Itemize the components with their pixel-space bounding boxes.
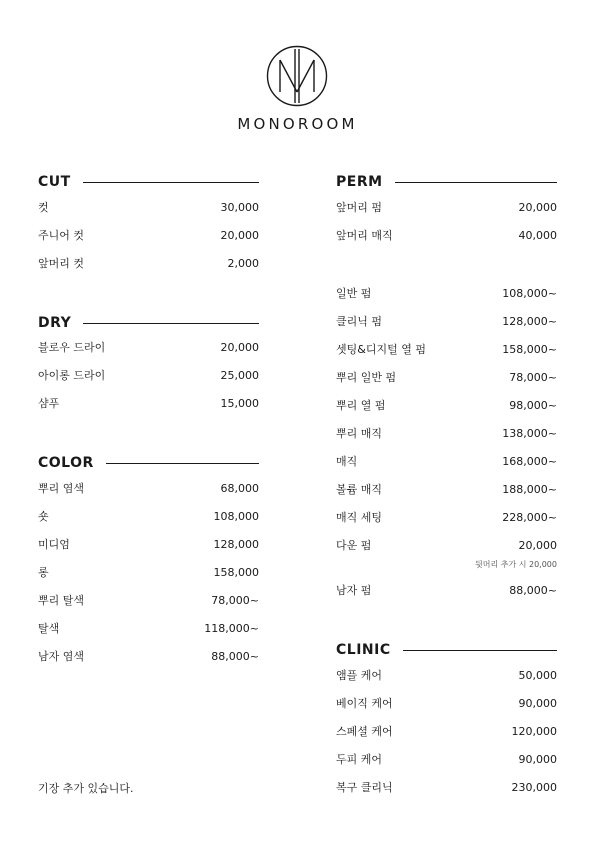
item-name: 롱 <box>38 566 49 579</box>
item-name: 블로우 드라이 <box>38 341 106 354</box>
item-price: 188,000~ <box>502 483 557 496</box>
list-item <box>38 200 259 216</box>
list-item <box>38 565 259 581</box>
item-name: 클리닉 펌 <box>336 315 383 328</box>
list-item <box>336 398 557 414</box>
list-item <box>38 340 259 356</box>
list-item <box>336 780 557 796</box>
section-header <box>38 312 259 334</box>
list-item <box>336 583 557 599</box>
item-price: 138,000~ <box>502 427 557 440</box>
monoroom-monogram-icon <box>266 45 328 107</box>
item-price: 168,000~ <box>502 455 557 468</box>
item-name: 일반 펌 <box>336 287 372 300</box>
list-item <box>38 368 259 384</box>
item-name: 뿌리 열 펌 <box>336 399 386 412</box>
item-price: 230,000 <box>511 781 557 794</box>
list-item <box>336 370 557 386</box>
section-divider <box>106 463 259 464</box>
list-item <box>336 724 557 740</box>
item-price: 2,000 <box>227 257 259 270</box>
item-price: 20,000 <box>220 229 259 242</box>
list-item <box>336 200 557 216</box>
item-name: 숏 <box>38 510 49 523</box>
item-name: 다운 펌 <box>336 539 372 552</box>
item-price: 98,000~ <box>509 399 557 412</box>
section-title: CUT <box>38 174 71 190</box>
item-price: 128,000~ <box>502 315 557 328</box>
item-name: 탈색 <box>38 622 60 635</box>
list-item <box>336 314 557 330</box>
item-note: 뒷머리 추가 시 20,000 <box>475 560 557 569</box>
section-color <box>38 452 259 672</box>
item-price: 20,000 <box>220 341 259 354</box>
item-name: 남자 염색 <box>38 650 85 663</box>
item-name: 앞머리 매직 <box>336 229 393 242</box>
list-item <box>336 510 557 526</box>
list-item <box>38 621 259 637</box>
item-price: 128,000 <box>213 538 259 551</box>
list-item <box>38 649 259 665</box>
section-header <box>38 171 259 193</box>
item-name: 앞머리 컷 <box>38 257 85 270</box>
item-price: 20,000 <box>518 201 557 214</box>
section-header <box>336 171 557 193</box>
section-title: CLINIC <box>336 642 391 658</box>
item-price: 78,000~ <box>211 594 259 607</box>
list-item <box>336 342 557 358</box>
list-item <box>336 454 557 470</box>
item-price: 30,000 <box>220 201 259 214</box>
section-header <box>336 639 557 661</box>
list-item <box>38 537 259 553</box>
item-price: 228,000~ <box>502 511 557 524</box>
item-name: 뿌리 매직 <box>336 427 383 440</box>
item-name: 매직 세팅 <box>336 511 383 524</box>
item-price: 88,000~ <box>211 650 259 663</box>
item-name: 매직 <box>336 455 358 468</box>
item-price: 50,000 <box>518 669 557 682</box>
item-price: 78,000~ <box>509 371 557 384</box>
item-price: 20,000 <box>518 539 557 552</box>
list-item <box>38 481 259 497</box>
item-name: 셋팅&디지털 열 펌 <box>336 343 426 356</box>
section-title: DRY <box>38 315 72 331</box>
item-name: 앞머리 펌 <box>336 201 383 214</box>
item-name: 볼륨 매직 <box>336 483 383 496</box>
item-name: 아이롱 드라이 <box>38 369 106 382</box>
section-dry <box>38 312 259 422</box>
item-price: 40,000 <box>518 229 557 242</box>
item-name: 스페셜 케어 <box>336 725 393 738</box>
item-name: 주니어 컷 <box>38 229 85 242</box>
item-price: 68,000 <box>220 482 259 495</box>
item-name: 두피 케어 <box>336 753 383 766</box>
item-name: 뿌리 일반 펌 <box>336 371 397 384</box>
list-item <box>38 593 259 609</box>
item-price: 15,000 <box>220 397 259 410</box>
item-price: 90,000 <box>518 697 557 710</box>
list-item <box>38 256 259 272</box>
item-name: 남자 펌 <box>336 584 372 597</box>
list-item <box>336 482 557 498</box>
item-price: 88,000~ <box>509 584 557 597</box>
item-price: 118,000~ <box>204 622 259 635</box>
brand-name: MONOROOM <box>237 115 358 133</box>
item-price: 108,000 <box>213 510 259 523</box>
item-name: 컷 <box>38 201 49 214</box>
section-divider <box>83 323 259 324</box>
footnote: 기장 추가 있습니다. <box>38 782 134 795</box>
section-divider <box>403 650 557 651</box>
item-name: 뿌리 염색 <box>38 482 85 495</box>
list-item <box>336 228 557 244</box>
section-clinic <box>336 639 557 801</box>
list-item <box>38 509 259 525</box>
item-name: 뿌리 탈색 <box>38 594 85 607</box>
item-price: 90,000 <box>518 753 557 766</box>
item-price: 108,000~ <box>502 287 557 300</box>
item-name: 베이직 케어 <box>336 697 393 710</box>
section-title: PERM <box>336 174 383 190</box>
list-item <box>336 426 557 442</box>
item-name: 미디엄 <box>38 538 70 551</box>
section-divider <box>83 182 259 183</box>
item-price: 120,000 <box>511 725 557 738</box>
section-header <box>38 452 259 474</box>
section-title: COLOR <box>38 455 94 471</box>
list-item <box>336 696 557 712</box>
item-price: 158,000~ <box>502 343 557 356</box>
list-item <box>336 752 557 768</box>
section-perm <box>336 171 557 603</box>
list-item <box>336 286 557 302</box>
item-price: 158,000 <box>213 566 259 579</box>
item-price: 25,000 <box>220 369 259 382</box>
list-item <box>336 538 557 554</box>
item-name: 샴푸 <box>38 397 60 410</box>
item-name: 앰플 케어 <box>336 669 383 682</box>
item-name: 복구 클리닉 <box>336 781 393 794</box>
list-item <box>38 396 259 412</box>
section-divider <box>395 182 557 183</box>
list-item <box>38 228 259 244</box>
list-item <box>336 668 557 684</box>
section-cut <box>38 171 259 281</box>
